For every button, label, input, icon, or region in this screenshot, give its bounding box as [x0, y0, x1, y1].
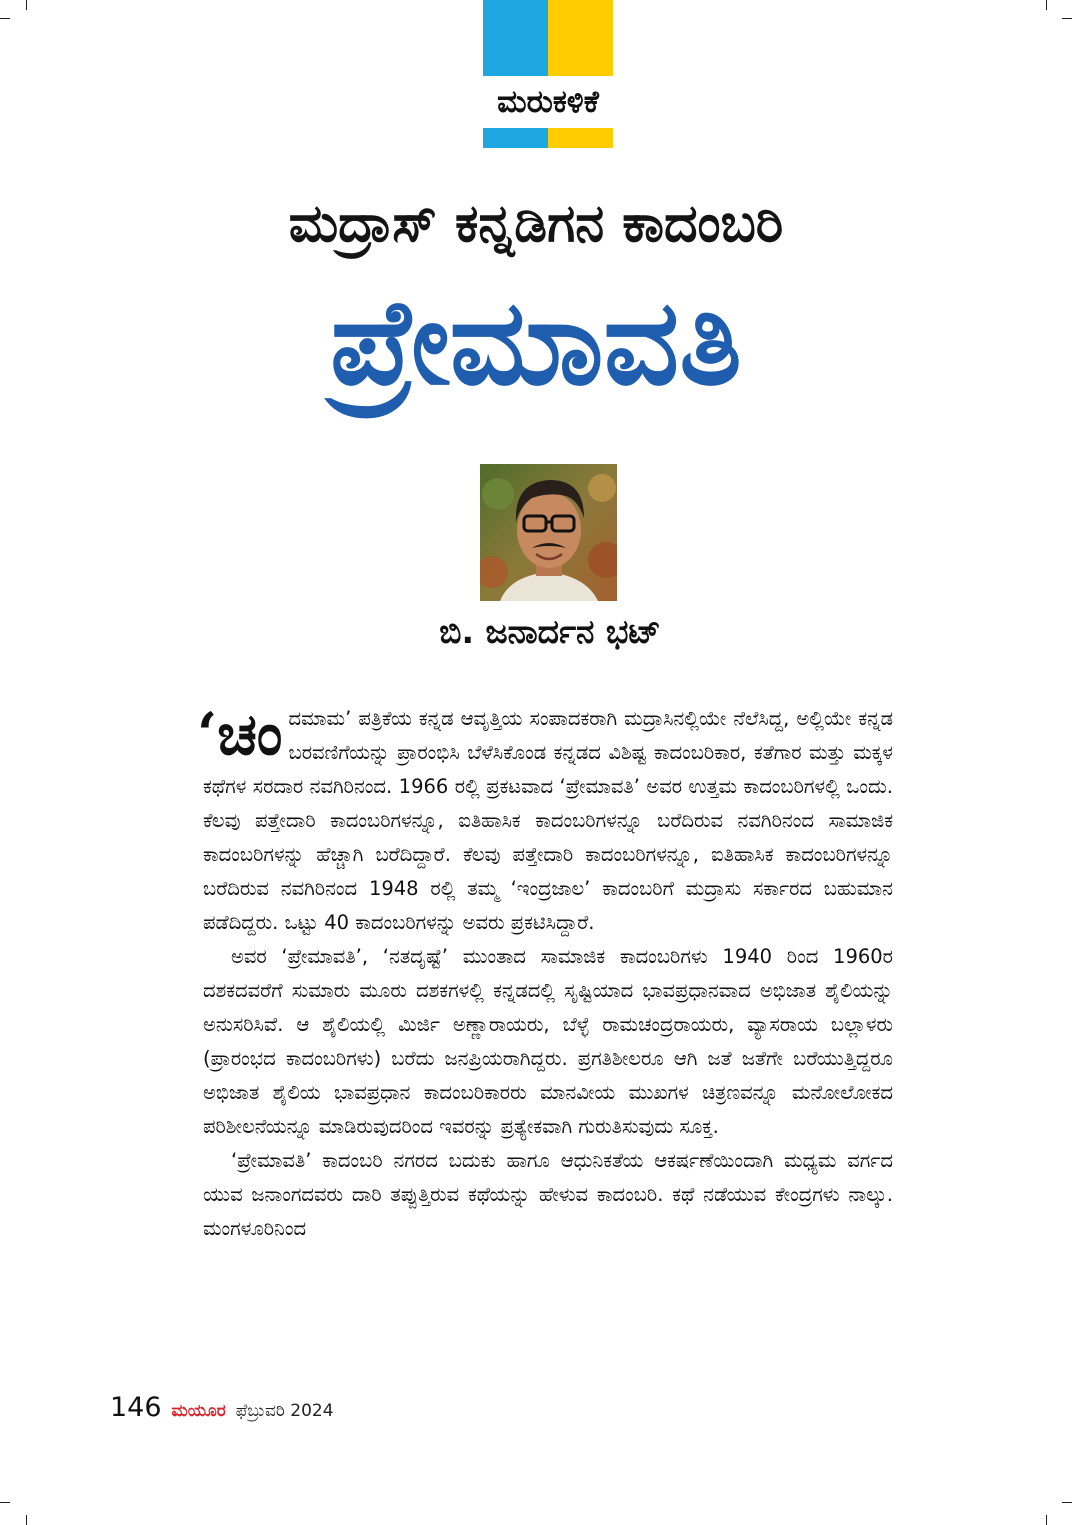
author-byline: ಬಿ. ಜನಾರ್ದನ ಭಟ್: [439, 612, 661, 651]
article-kicker: ಮದ್ರಾಸ್ ಕನ್ನಡಿಗನ ಕಾದಂಬರಿ: [288, 194, 784, 254]
paragraph-text: ದಮಾಮ’ ಪತ್ರಿಕೆಯ ಕನ್ನಡ ಆವೃತ್ತಿಯ ಸಂಪಾದಕರಾಗಿ ಮದ್ರಾಸಿನಲ್ಲಿಯೇ ನೆಲೆಸಿದ್ದ, ಅಲ್ಲಿಯೇ ಕನ್ನಡ ಬರವಣಿಗೆಯನ್ನು ಪ್ರಾರಂಭಿಸಿ ಬೆಳೆಸಿಕೊಂಡ ಕನ್ನಡದ ವಿಶಿಷ್ಟ ಕಾದಂಬರಿಕಾರ, ಕತೆಗಾರ ಮತ್ತು ಮಕ್ಕಳ ಕಥೆಗಳ ಸರದಾರ ನವಗಿರಿನಂದ. 1966 ರಲ್ಲಿ ಪ್ರಕಟವಾದ ‘ಪ್ರೇಮಾವತಿ’ ಅವರ ಉತ್ತಮ ಕಾದಂಬರಿಗಳಲ್ಲಿ ಒಂದು. ಕೆಲವು ಪತ್ತೇದಾರಿ ಕಾದಂಬರಿಗಳನ್ನೂ, ಐತಿಹಾಸಿಕ ಕಾದಂಬರಿಗಳನ್ನೂ ಬರೆದಿರುವ ನವಗಿರಿನಂದ ಸಾಮಾಜಿಕ ಕಾದಂಬರಿಗಳನ್ನು ಹೆಚ್ಚಾಗಿ ಬರೆದಿದ್ದಾರೆ. ಕೆಲವು ಪತ್ತೇದಾರಿ ಕಾದಂಬರಿಗಳನ್ನೂ, ಐತಿಹಾಸಿಕ ಕಾದಂಬರಿಗಳನ್ನೂ ಬರೆದಿರುವ ನವಗಿರಿನಂದ 1948 ರಲ್ಲಿ ತಮ್ಮ ‘ಇಂದ್ರಜಾಲ’ ಕಾದಂಬರಿಗೆ ಮದ್ರಾಸು ಸರ್ಕಾರದ ಬಹುಮಾನ ಪಡೆದಿದ್ದರು. ಒಟ್ಟು 40 ಕಾದಂಬರಿಗಳನ್ನು ಅವರು ಪ್ರಕಟಿಸಿದ್ದಾರೆ.: [203, 707, 893, 934]
article-body: [197, 700, 893, 1246]
article-paragraph: ‘ಪ್ರೇಮಾವತಿ’ ಕಾದಂಬರಿ ನಗರದ ಬದುಕು ಹಾಗೂ ಆಧುನಿಕತೆಯ ಆಕರ್ಷಣೆಯಿಂದಾಗಿ ಮಧ್ಯಮ ವರ್ಗದ ಯುವ ಜನಾಂಗದವರು ದಾರಿ ತಪ್ಪುತ್ತಿರುವ ಕಥೆಯನ್ನು ಹೇಳುವ ಕಾದಂಬರಿ. ಕಥೆ ನಡೆಯುವ ಕೇಂದ್ರಗಳು ನಾಲ್ಕು. ಮಂಗಳೂರಿನಿಂದ: [203, 1149, 893, 1240]
crop-mark: [0, 18, 10, 19]
crop-mark: [1046, 0, 1047, 10]
banner-block-blue: [483, 128, 548, 148]
banner-block-yellow: [548, 128, 613, 148]
article-paragraph: ಅವರ ‘ಪ್ರೇಮಾವತಿ’, ‘ನತದೃಷ್ಟೆ’ ಮುಂತಾದ ಸಾಮಾಜಿಕ ಕಾದಂಬರಿಗಳು 1940 ರಿಂದ 1960ರ ದಶಕದವರೆಗೆ ಸುಮಾರು ಮೂರು ದಶಕಗಳಲ್ಲಿ ಕನ್ನಡದಲ್ಲಿ ಸೃಷ್ಟಿಯಾದ ಭಾವಪ್ರಧಾನವಾದ ಅಭಿಜಾತ ಶೈಲಿಯನ್ನು ಅನುಸರಿಸಿವೆ. ಆ ಶೈಲಿಯಲ್ಲಿ ಮಿರ್ಜಿ ಅಣ್ಣಾರಾಯರು, ಬೆಳ್ಳೆ ರಾಮಚಂದ್ರರಾಯರು, ವ್ಯಾಸರಾಯ ಬಲ್ಲಾಳರು (ಪ್ರಾರಂಭದ ಕಾದಂಬರಿಗಳು) ಬರೆದು ಜನಪ್ರಿಯರಾಗಿದ್ದರು. ಪ್ರಗತಿಶೀಲರೂ ಆಗಿ ಜತೆ ಜತೆಗೇ ಬರೆಯುತ್ತಿದ್ದರೂ ಅಭಿಜಾತ ಶೈಲಿಯ ಭಾವಪ್ರಧಾನ ಕಾದಂಬರಿಕಾರರು ಮಾನವೀಯ ಮುಖಗಳ ಚಿತ್ರಣವನ್ನೂ ಮನೋಲೋಕದ ಪರಿಶೀಲನೆಯನ್ನೂ ಮಾಡಿರುವುದರಿಂದ ಇವರನ್ನು ಪ್ರತ್ಯೇಕವಾಗಿ ಗುರುತಿಸುವುದು ಸೂಕ್ತ.: [203, 945, 893, 1138]
article-paragraph: [197, 700, 893, 940]
crop-mark: [26, 1515, 27, 1525]
issue-date: ಫೆಬ್ರುವರಿ 2024: [235, 1401, 334, 1421]
column-name: ಮರುಕಳಿಕೆ: [497, 84, 599, 120]
crop-mark: [1062, 1502, 1072, 1503]
article-title: ಪ್ರೇಮಾವತಿ: [330, 273, 742, 411]
magazine-logo: ಮಯೂರ: [171, 1401, 226, 1421]
banner-block-yellow: [548, 0, 613, 76]
drop-cap: ‘ಚಂ: [197, 700, 283, 768]
author-photo: [480, 464, 617, 601]
column-banner: [483, 0, 613, 148]
crop-mark: [1062, 18, 1072, 19]
crop-mark: [26, 0, 27, 10]
page-number: 146: [110, 1392, 162, 1423]
crop-mark: [0, 1502, 10, 1503]
page-footer: [110, 1392, 334, 1428]
banner-block-blue: [483, 0, 548, 76]
crop-mark: [1046, 1515, 1047, 1525]
